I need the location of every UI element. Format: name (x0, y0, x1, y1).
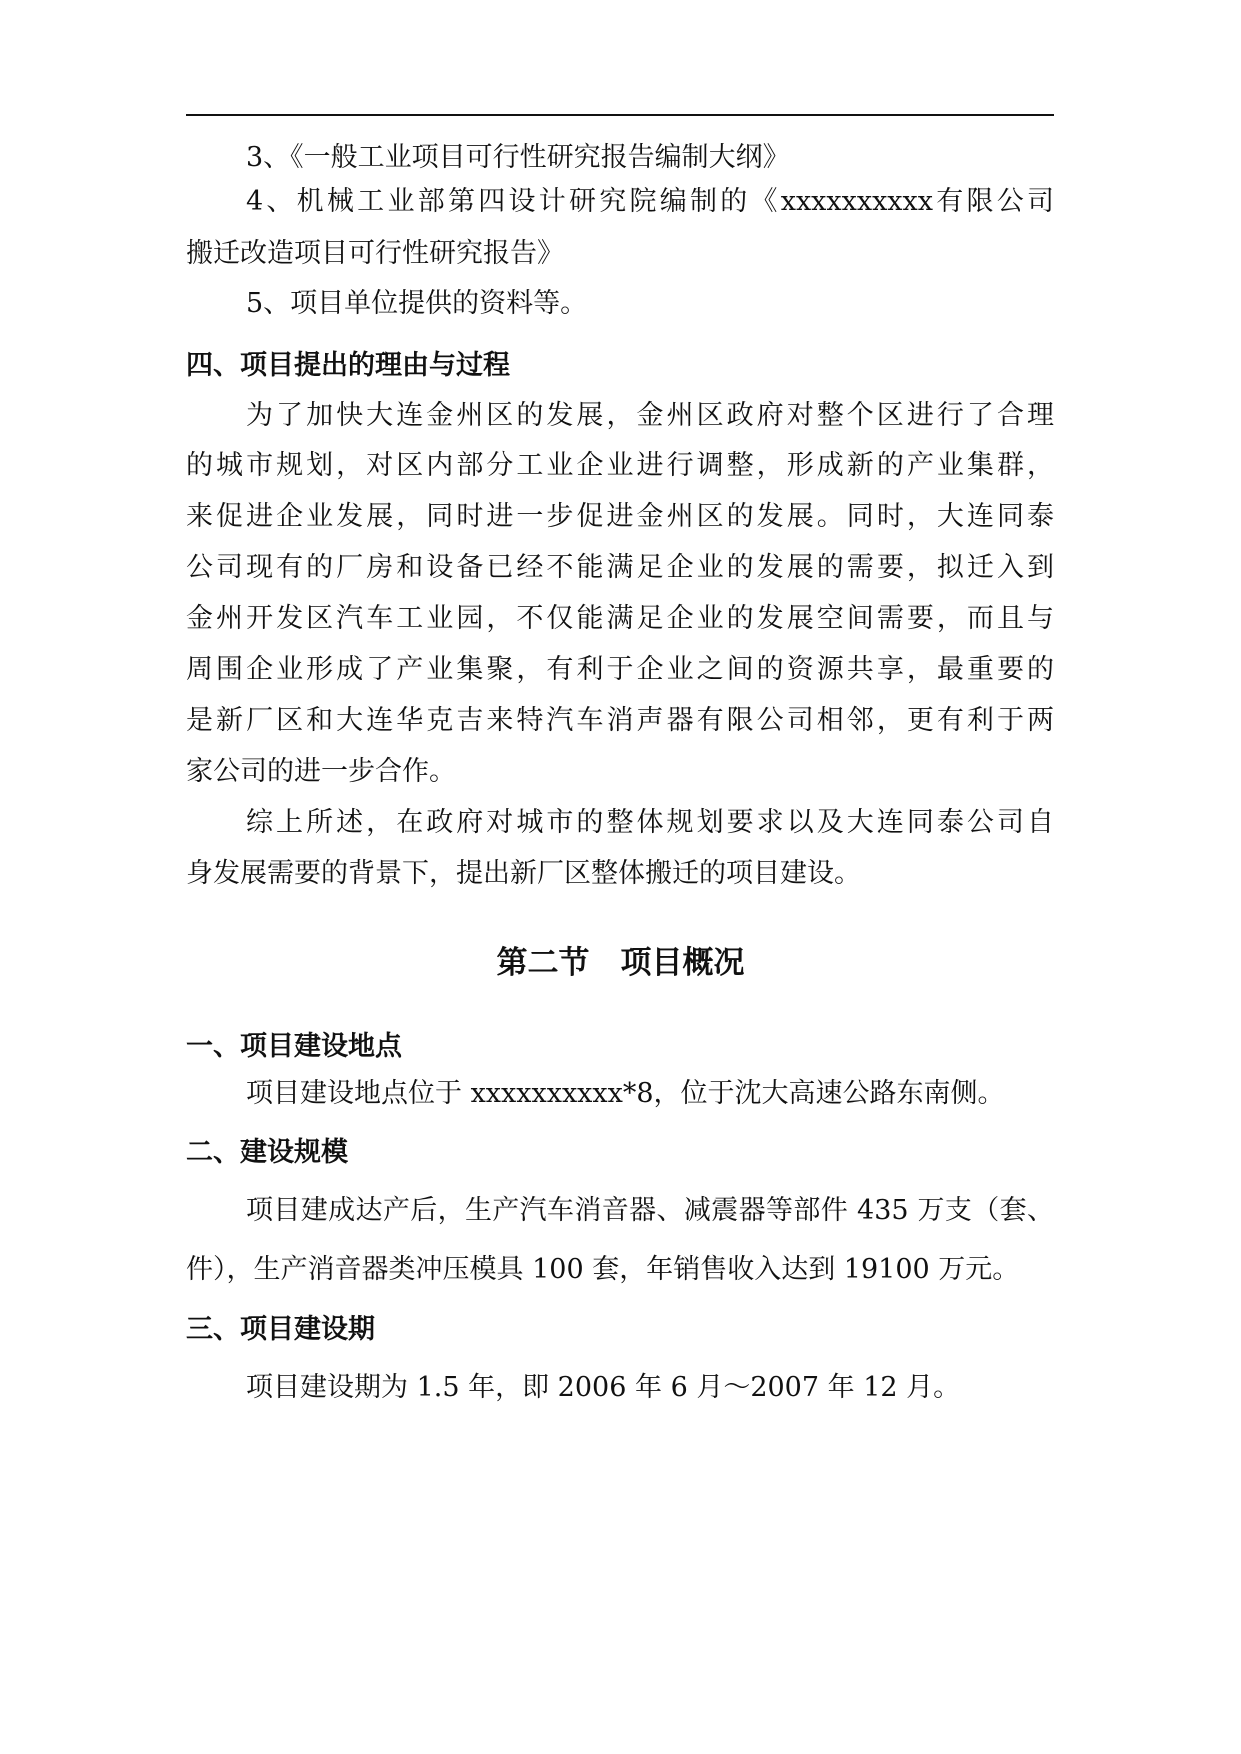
location-text: 项目建设地点位于 xxxxxxxxxx*8，位于沈大高速公路东南侧。 (246, 1078, 1005, 1109)
reference-item-4: 4、机械工业部第四设计研究院编制的《xxxxxxxxxx有限公司 (246, 186, 1054, 217)
summary-line: 身发展需要的背景下，提出新厂区整体搬迁的项目建设。 (186, 858, 861, 889)
heading-reasons: 四、项目提出的理由与过程 (186, 350, 510, 381)
paragraph-line: 是新厂区和大连华克吉来特汽车消声器有限公司相邻，更有利于两 (186, 705, 1054, 736)
scale-line: 项目建成达产后，生产汽车消音器、减震器等部件 435 万支（套、 (246, 1195, 1054, 1226)
paragraph-line: 来促进企业发展，同时进一步促进金州区的发展。同时，大连同泰 (186, 501, 1054, 532)
heading-period: 三、项目建设期 (186, 1314, 375, 1345)
heading-scale: 二、建设规模 (186, 1137, 348, 1168)
paragraph-line: 公司现有的厂房和设备已经不能满足企业的发展的需要，拟迁入到 (186, 552, 1054, 583)
reference-item-3: 3、《一般工业项目可行性研究报告编制大纲》 (246, 142, 790, 173)
summary-line: 综上所述，在政府对城市的整体规划要求以及大连同泰公司自 (246, 807, 1054, 838)
period-text: 项目建设期为 1.5 年，即 2006 年 6 月～2007 年 12 月。 (246, 1372, 961, 1403)
reference-item-5: 5、项目单位提供的资料等。 (246, 288, 588, 319)
paragraph-line: 家公司的进一步合作。 (186, 756, 456, 787)
scale-line: 件），生产消音器类冲压模具 100 套，年销售收入达到 19100 万元。 (186, 1254, 1020, 1285)
paragraph-line: 周围企业形成了产业集聚，有利于企业之间的资源共享，最重要的 (186, 654, 1054, 685)
paragraph-line: 金州开发区汽车工业园，不仅能满足企业的发展空间需要，而且与 (186, 603, 1054, 634)
reference-item-4-continued: 搬迁改造项目可行性研究报告》 (186, 238, 564, 269)
paragraph-line: 为了加快大连金州区的发展，金州区政府对整个区进行了合理 (246, 400, 1054, 431)
header-rule (186, 114, 1054, 116)
heading-location: 一、项目建设地点 (186, 1031, 402, 1062)
section-title: 第二节 项目概况 (496, 945, 745, 981)
paragraph-line: 的城市规划，对区内部分工业企业进行调整，形成新的产业集群， (186, 450, 1054, 481)
